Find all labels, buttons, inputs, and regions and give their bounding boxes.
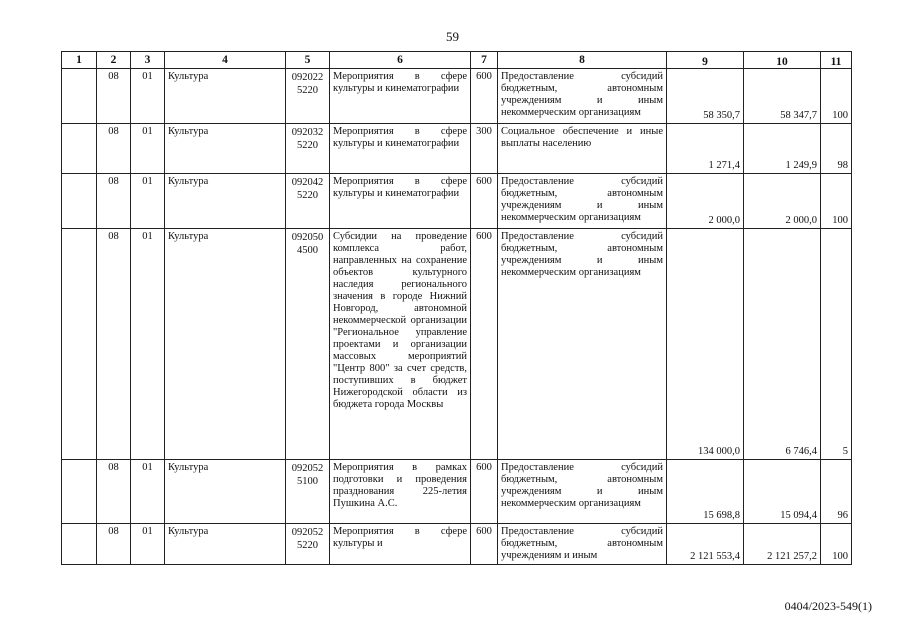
col-header-5: 5 [286, 52, 330, 69]
cell-percent: 96 [821, 460, 852, 524]
cell-expense-name: Социальное обеспечение и иные выплаты населению [498, 124, 667, 174]
cell-plan: 2 121 553,4 [667, 524, 744, 565]
col-header-6: 6 [330, 52, 471, 69]
cell-target-code: 092050 4500 [286, 229, 330, 460]
table-row [62, 124, 852, 174]
cell-percent: 98 [821, 124, 852, 174]
col-header-4: 4 [165, 52, 286, 69]
cell-section: 08 [97, 460, 131, 524]
cell-subsection: 01 [131, 124, 165, 174]
document-code: 0404/2023-549(1) [784, 599, 872, 613]
table-row [62, 524, 852, 565]
cell-subsection: 01 [131, 69, 165, 124]
cell-section: 08 [97, 524, 131, 565]
cell-actual: 58 347,7 [744, 69, 821, 124]
table-row [62, 229, 852, 460]
budget-table [61, 51, 852, 565]
cell-expense-type: 600 [471, 229, 498, 460]
cell-col1 [62, 460, 97, 524]
cell-actual: 6 746,4 [744, 229, 821, 460]
cell-subsection: 01 [131, 174, 165, 229]
cell-col1 [62, 174, 97, 229]
cell-percent: 100 [821, 69, 852, 124]
col-header-1: 1 [62, 52, 97, 69]
cell-expense-name: Предоставление субсидий бюджетным, автономным учреждениям и иным некоммерческим организациям [498, 174, 667, 229]
cell-expense-name: Предоставление субсидий бюджетным, автономным учреждениям и иным некоммерческим организациям [498, 229, 667, 460]
cell-name: Культура [165, 460, 286, 524]
header-row [62, 52, 852, 69]
cell-percent: 100 [821, 524, 852, 565]
cell-description: Мероприятия в сфере культуры и кинематографии [330, 174, 471, 229]
cell-expense-type: 600 [471, 174, 498, 229]
cell-target-code: 092042 5220 [286, 174, 330, 229]
page-number: 59 [446, 29, 459, 44]
cell-plan: 15 698,8 [667, 460, 744, 524]
table-row [62, 69, 852, 124]
cell-expense-type: 600 [471, 460, 498, 524]
cell-plan: 1 271,4 [667, 124, 744, 174]
cell-subsection: 01 [131, 524, 165, 565]
cell-expense-name: Предоставление субсидий бюджетным, автономным учреждениям и иным некоммерческим организациям [498, 69, 667, 124]
cell-percent: 5 [821, 229, 852, 460]
cell-expense-type: 600 [471, 69, 498, 124]
cell-plan: 58 350,7 [667, 69, 744, 124]
cell-subsection: 01 [131, 229, 165, 460]
cell-subsection: 01 [131, 460, 165, 524]
col-header-11: 11 [821, 52, 852, 69]
cell-target-code: 092022 5220 [286, 69, 330, 124]
cell-col1 [62, 229, 97, 460]
cell-col1 [62, 524, 97, 565]
cell-actual: 2 121 257,2 [744, 524, 821, 565]
cell-description: Мероприятия в рамках подготовки и проведения празднования 225-летия Пушкина А.С. [330, 460, 471, 524]
cell-target-code: 092032 5220 [286, 124, 330, 174]
cell-name: Культура [165, 229, 286, 460]
cell-name: Культура [165, 524, 286, 565]
table-row [62, 174, 852, 229]
cell-expense-name: Предоставление субсидий бюджетным, автономным учреждениям и иным [498, 524, 667, 565]
cell-plan: 134 000,0 [667, 229, 744, 460]
cell-expense-type: 300 [471, 124, 498, 174]
cell-name: Культура [165, 174, 286, 229]
cell-name: Культура [165, 124, 286, 174]
cell-target-code: 092052 5100 [286, 460, 330, 524]
cell-percent: 100 [821, 174, 852, 229]
cell-name: Культура [165, 69, 286, 124]
cell-section: 08 [97, 174, 131, 229]
table-row [62, 460, 852, 524]
col-header-2: 2 [97, 52, 131, 69]
col-header-9: 9 [667, 52, 744, 69]
cell-expense-name: Предоставление субсидий бюджетным, автономным учреждениям и иным некоммерческим организациям [498, 460, 667, 524]
cell-col1 [62, 69, 97, 124]
cell-section: 08 [97, 69, 131, 124]
col-header-8: 8 [498, 52, 667, 69]
col-header-10: 10 [744, 52, 821, 69]
col-header-7: 7 [471, 52, 498, 69]
cell-plan: 2 000,0 [667, 174, 744, 229]
cell-actual: 1 249,9 [744, 124, 821, 174]
cell-actual: 2 000,0 [744, 174, 821, 229]
col-header-3: 3 [131, 52, 165, 69]
cell-section: 08 [97, 229, 131, 460]
cell-description: Мероприятия в сфере культуры и кинематографии [330, 69, 471, 124]
cell-description: Мероприятия в сфере культуры и кинематографии [330, 124, 471, 174]
cell-target-code: 092052 5220 [286, 524, 330, 565]
cell-description: Мероприятия в сфере культуры и [330, 524, 471, 565]
cell-col1 [62, 124, 97, 174]
cell-description: Субсидии на проведение комплекса работ, направленных на сохранение объектов культурного наследия регионального значения в городе Нижний Новгород, автономной некоммерческой организации "Региональное управление проектами и организации массовых мероприятий "Центр 800" за счет средств, поступивших в бюджет Нижегородской области из бюджета города Москвы [330, 229, 471, 460]
cell-section: 08 [97, 124, 131, 174]
cell-actual: 15 094,4 [744, 460, 821, 524]
cell-expense-type: 600 [471, 524, 498, 565]
